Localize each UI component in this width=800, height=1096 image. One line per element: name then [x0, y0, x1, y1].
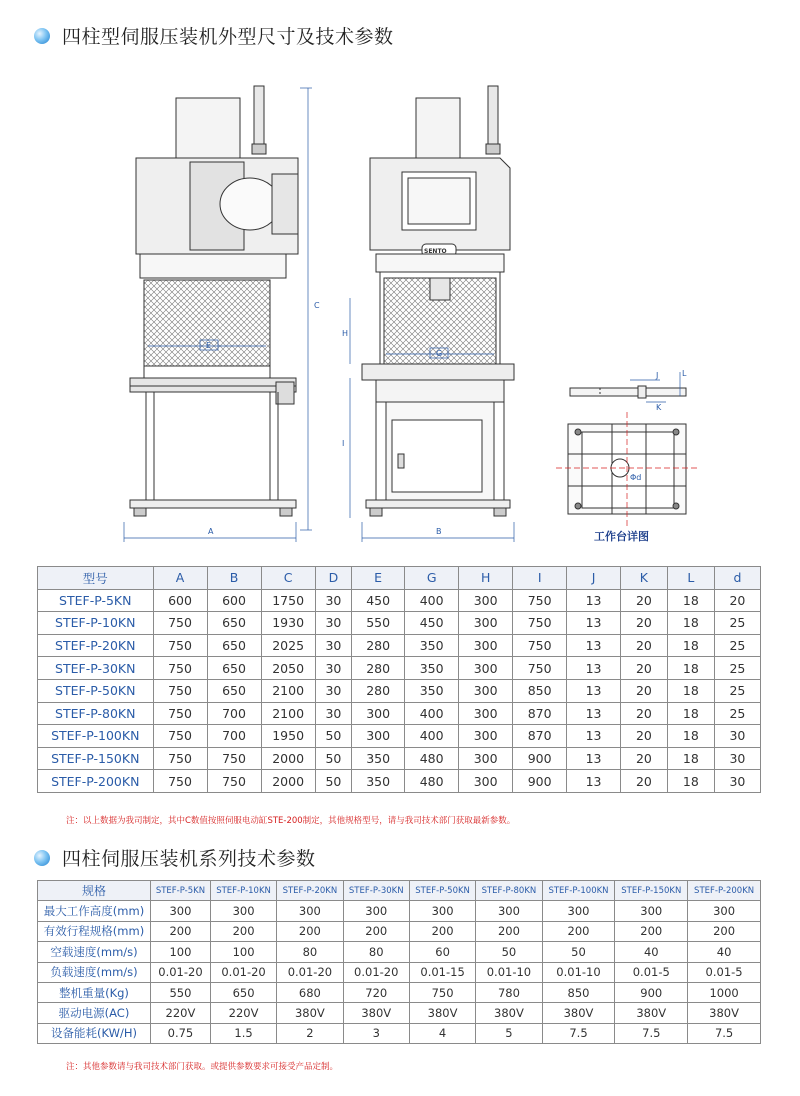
value-cell: 780	[476, 982, 542, 1002]
value-cell: 750	[513, 657, 567, 680]
value-cell: 0.01-20	[210, 962, 276, 982]
value-cell: 30	[315, 612, 351, 635]
machine-drawing	[100, 82, 720, 552]
spec-table	[37, 880, 761, 1044]
value-cell: 2100	[261, 702, 315, 725]
value-cell: 2050	[261, 657, 315, 680]
value-cell: 300	[688, 901, 761, 921]
value-cell: 40	[688, 942, 761, 962]
value-cell: 13	[567, 770, 621, 793]
value-cell: 350	[352, 770, 405, 793]
dim-label-d: Φd	[630, 473, 642, 482]
value-cell: 200	[409, 921, 475, 941]
header-cell: d	[714, 567, 760, 590]
row-label-cell: 负载速度(mm/s)	[38, 962, 151, 982]
value-cell: 30	[315, 657, 351, 680]
value-cell: 2	[277, 1023, 343, 1043]
header-cell: STEF-P-200KN	[688, 881, 761, 901]
value-cell: 300	[476, 901, 542, 921]
value-cell: 20	[620, 589, 667, 612]
value-cell: 850	[542, 982, 615, 1002]
value-cell: 750	[513, 589, 567, 612]
value-cell: 720	[343, 982, 409, 1002]
value-cell: 50	[315, 725, 351, 748]
value-cell: 300	[615, 901, 688, 921]
value-cell: 380V	[688, 1003, 761, 1023]
value-cell: 20	[714, 589, 760, 612]
section-title-text: 四柱伺服压装机系列技术参数	[62, 848, 316, 870]
row-label-cell: STEF-P-150KN	[38, 747, 154, 770]
value-cell: 300	[459, 612, 513, 635]
value-cell: 450	[405, 612, 459, 635]
header-cell: A	[153, 567, 207, 590]
value-cell: 40	[615, 942, 688, 962]
value-cell: 7.5	[688, 1023, 761, 1043]
value-cell: 650	[210, 982, 276, 1002]
value-cell: 300	[459, 589, 513, 612]
value-cell: 300	[352, 702, 405, 725]
value-cell: 0.01-10	[476, 962, 542, 982]
value-cell: 30	[714, 725, 760, 748]
header-cell: G	[405, 567, 459, 590]
value-cell: 1000	[688, 982, 761, 1002]
value-cell: 13	[567, 612, 621, 635]
value-cell: 25	[714, 702, 760, 725]
header-cell: STEF-P-100KN	[542, 881, 615, 901]
value-cell: 200	[615, 921, 688, 941]
value-cell: 200	[151, 921, 211, 941]
header-cell: I	[513, 567, 567, 590]
value-cell: 18	[667, 770, 714, 793]
value-cell: 300	[409, 901, 475, 921]
value-cell: 50	[315, 747, 351, 770]
value-cell: 30	[315, 702, 351, 725]
value-cell: 3	[343, 1023, 409, 1043]
value-cell: 25	[714, 679, 760, 702]
value-cell: 300	[459, 634, 513, 657]
value-cell: 550	[352, 612, 405, 635]
value-cell: 13	[567, 589, 621, 612]
value-cell: 25	[714, 612, 760, 635]
dim-label-b: B	[436, 527, 442, 536]
table-row	[38, 657, 761, 680]
row-label-cell: 驱动电源(AC)	[38, 1003, 151, 1023]
value-cell: 380V	[343, 1003, 409, 1023]
value-cell: 600	[207, 589, 261, 612]
value-cell: 18	[667, 747, 714, 770]
table-row	[38, 901, 761, 921]
value-cell: 30	[315, 679, 351, 702]
value-cell: 300	[151, 901, 211, 921]
dim-label-g: G	[436, 349, 443, 358]
value-cell: 350	[405, 679, 459, 702]
value-cell: 2000	[261, 747, 315, 770]
value-cell: 20	[620, 770, 667, 793]
table-row	[38, 921, 761, 941]
value-cell: 13	[567, 702, 621, 725]
value-cell: 1930	[261, 612, 315, 635]
value-cell: 80	[277, 942, 343, 962]
table-row	[38, 747, 761, 770]
bullet-icon	[34, 28, 50, 44]
header-cell: L	[667, 567, 714, 590]
header-cell: C	[261, 567, 315, 590]
value-cell: 13	[567, 725, 621, 748]
value-cell: 0.01-5	[615, 962, 688, 982]
value-cell: 2000	[261, 770, 315, 793]
value-cell: 25	[714, 657, 760, 680]
value-cell: 80	[343, 942, 409, 962]
header-cell: STEF-P-10KN	[210, 881, 276, 901]
header-cell: J	[567, 567, 621, 590]
spec-table-header	[38, 881, 761, 901]
value-cell: 400	[405, 702, 459, 725]
header-cell: B	[207, 567, 261, 590]
dim-label-a: A	[208, 527, 214, 536]
table-row	[38, 982, 761, 1002]
value-cell: 20	[620, 679, 667, 702]
table-row	[38, 725, 761, 748]
value-cell: 200	[277, 921, 343, 941]
value-cell: 680	[277, 982, 343, 1002]
value-cell: 0.01-20	[151, 962, 211, 982]
value-cell: 300	[343, 901, 409, 921]
value-cell: 870	[513, 702, 567, 725]
value-cell: 30	[714, 770, 760, 793]
header-cell: E	[352, 567, 405, 590]
value-cell: 0.01-20	[343, 962, 409, 982]
value-cell: 380V	[542, 1003, 615, 1023]
value-cell: 350	[405, 657, 459, 680]
dim-label-k: K	[656, 403, 662, 412]
table-row	[38, 702, 761, 725]
dimension-table-body	[38, 589, 761, 792]
value-cell: 30	[315, 634, 351, 657]
value-cell: 0.01-5	[688, 962, 761, 982]
header-cell: H	[459, 567, 513, 590]
value-cell: 0.01-10	[542, 962, 615, 982]
header-cell: 型号	[38, 567, 154, 590]
value-cell: 50	[476, 942, 542, 962]
value-cell: 7.5	[615, 1023, 688, 1043]
value-cell: 18	[667, 679, 714, 702]
value-cell: 13	[567, 679, 621, 702]
value-cell: 650	[207, 634, 261, 657]
value-cell: 750	[153, 747, 207, 770]
value-cell: 18	[667, 725, 714, 748]
dim-label-i: I	[342, 439, 345, 448]
dimension-table	[37, 566, 761, 793]
value-cell: 300	[459, 702, 513, 725]
value-cell: 300	[459, 657, 513, 680]
value-cell: 380V	[615, 1003, 688, 1023]
header-cell: 规格	[38, 881, 151, 901]
table-row	[38, 634, 761, 657]
value-cell: 750	[513, 612, 567, 635]
value-cell: 20	[620, 702, 667, 725]
value-cell: 2025	[261, 634, 315, 657]
header-cell: STEF-P-5KN	[151, 881, 211, 901]
table-row	[38, 1003, 761, 1023]
value-cell: 20	[620, 747, 667, 770]
value-cell: 7.5	[542, 1023, 615, 1043]
value-cell: 30	[315, 589, 351, 612]
dim-label-c: C	[314, 301, 320, 310]
worktable-caption: 工作台详图	[594, 530, 649, 543]
value-cell: 750	[153, 702, 207, 725]
value-cell: 20	[620, 657, 667, 680]
table-row	[38, 942, 761, 962]
value-cell: 20	[620, 634, 667, 657]
value-cell: 100	[151, 942, 211, 962]
value-cell: 650	[207, 612, 261, 635]
table-row	[38, 589, 761, 612]
row-label-cell: 有效行程规格(mm)	[38, 921, 151, 941]
value-cell: 60	[409, 942, 475, 962]
value-cell: 13	[567, 657, 621, 680]
value-cell: 900	[513, 770, 567, 793]
value-cell: 18	[667, 612, 714, 635]
spec-table-body	[38, 901, 761, 1044]
dim-label-h: H	[342, 329, 349, 338]
value-cell: 4	[409, 1023, 475, 1043]
table-row	[38, 679, 761, 702]
value-cell: 750	[207, 747, 261, 770]
value-cell: 650	[207, 657, 261, 680]
value-cell: 300	[542, 901, 615, 921]
section-title-dimensions	[34, 22, 394, 49]
front-view	[350, 86, 514, 542]
value-cell: 750	[153, 612, 207, 635]
value-cell: 100	[210, 942, 276, 962]
value-cell: 50	[542, 942, 615, 962]
header-cell: STEF-P-150KN	[615, 881, 688, 901]
value-cell: 280	[352, 679, 405, 702]
value-cell: 200	[476, 921, 542, 941]
row-label-cell: STEF-P-50KN	[38, 679, 154, 702]
value-cell: 750	[153, 679, 207, 702]
value-cell: 220V	[210, 1003, 276, 1023]
value-cell: 300	[277, 901, 343, 921]
dimension-note: 注：以上数据为我司制定，其中C数值按照伺服电动缸STE-200制定，其他规格型号，请与我司技术部门获取最新参数。	[66, 816, 516, 826]
value-cell: 700	[207, 725, 261, 748]
header-cell: STEF-P-80KN	[476, 881, 542, 901]
bullet-icon	[34, 850, 50, 866]
value-cell: 20	[620, 612, 667, 635]
value-cell: 25	[714, 634, 760, 657]
row-label-cell: 空载速度(mm/s)	[38, 942, 151, 962]
value-cell: 750	[513, 634, 567, 657]
sento-logo-text: SENTO	[424, 248, 447, 255]
value-cell: 750	[153, 657, 207, 680]
value-cell: 300	[352, 725, 405, 748]
value-cell: 280	[352, 634, 405, 657]
table-row	[38, 1023, 761, 1043]
table-row	[38, 962, 761, 982]
header-cell: D	[315, 567, 351, 590]
value-cell: 850	[513, 679, 567, 702]
value-cell: 0.01-15	[409, 962, 475, 982]
value-cell: 450	[352, 589, 405, 612]
row-label-cell: STEF-P-10KN	[38, 612, 154, 635]
value-cell: 200	[210, 921, 276, 941]
row-label-cell: 最大工作高度(mm)	[38, 901, 151, 921]
dim-label-j: J	[656, 371, 659, 380]
value-cell: 18	[667, 589, 714, 612]
value-cell: 350	[405, 634, 459, 657]
value-cell: 750	[409, 982, 475, 1002]
value-cell: 400	[405, 589, 459, 612]
header-cell: STEF-P-30KN	[343, 881, 409, 901]
value-cell: 13	[567, 634, 621, 657]
row-label-cell: STEF-P-20KN	[38, 634, 154, 657]
row-label-cell: STEF-P-80KN	[38, 702, 154, 725]
value-cell: 20	[620, 725, 667, 748]
value-cell: 220V	[151, 1003, 211, 1023]
value-cell: 400	[405, 725, 459, 748]
value-cell: 0.75	[151, 1023, 211, 1043]
value-cell: 350	[352, 747, 405, 770]
value-cell: 300	[459, 770, 513, 793]
value-cell: 1.5	[210, 1023, 276, 1043]
dim-label-l: L	[682, 369, 687, 378]
value-cell: 480	[405, 747, 459, 770]
worktable-side-detail	[570, 372, 686, 402]
table-row	[38, 770, 761, 793]
value-cell: 30	[714, 747, 760, 770]
value-cell: 1950	[261, 725, 315, 748]
row-label-cell: STEF-P-100KN	[38, 725, 154, 748]
dim-label-e: E	[206, 341, 212, 350]
value-cell: 750	[153, 725, 207, 748]
table-row	[38, 612, 761, 635]
spec-note: 注：其他参数请与我司技术部门获取。或提供参数要求可接受产品定制。	[66, 1062, 339, 1072]
value-cell: 900	[615, 982, 688, 1002]
row-label-cell: STEF-P-30KN	[38, 657, 154, 680]
value-cell: 18	[667, 702, 714, 725]
value-cell: 280	[352, 657, 405, 680]
row-label-cell: STEF-P-200KN	[38, 770, 154, 793]
row-label-cell: STEF-P-5KN	[38, 589, 154, 612]
header-cell: K	[620, 567, 667, 590]
value-cell: 50	[315, 770, 351, 793]
header-cell: STEF-P-50KN	[409, 881, 475, 901]
value-cell: 900	[513, 747, 567, 770]
value-cell: 750	[207, 770, 261, 793]
value-cell: 300	[459, 725, 513, 748]
value-cell: 200	[688, 921, 761, 941]
value-cell: 300	[459, 747, 513, 770]
section-title-specs	[34, 844, 316, 871]
value-cell: 380V	[476, 1003, 542, 1023]
dimension-table-header	[38, 567, 761, 590]
section-title-text: 四柱型伺服压装机外型尺寸及技术参数	[62, 26, 394, 48]
value-cell: 600	[153, 589, 207, 612]
value-cell: 200	[343, 921, 409, 941]
value-cell: 18	[667, 657, 714, 680]
value-cell: 5	[476, 1023, 542, 1043]
value-cell: 0.01-20	[277, 962, 343, 982]
value-cell: 18	[667, 634, 714, 657]
row-label-cell: 整机重量(Kg)	[38, 982, 151, 1002]
value-cell: 750	[153, 634, 207, 657]
header-cell: STEF-P-20KN	[277, 881, 343, 901]
side-view	[124, 86, 312, 542]
value-cell: 2100	[261, 679, 315, 702]
value-cell: 870	[513, 725, 567, 748]
value-cell: 13	[567, 747, 621, 770]
value-cell: 650	[207, 679, 261, 702]
value-cell: 700	[207, 702, 261, 725]
value-cell: 200	[542, 921, 615, 941]
value-cell: 300	[459, 679, 513, 702]
value-cell: 550	[151, 982, 211, 1002]
value-cell: 480	[405, 770, 459, 793]
value-cell: 300	[210, 901, 276, 921]
worktable-top-detail	[556, 412, 698, 526]
row-label-cell: 设备能耗(KW/H)	[38, 1023, 151, 1043]
value-cell: 380V	[409, 1003, 475, 1023]
value-cell: 1750	[261, 589, 315, 612]
value-cell: 380V	[277, 1003, 343, 1023]
value-cell: 750	[153, 770, 207, 793]
